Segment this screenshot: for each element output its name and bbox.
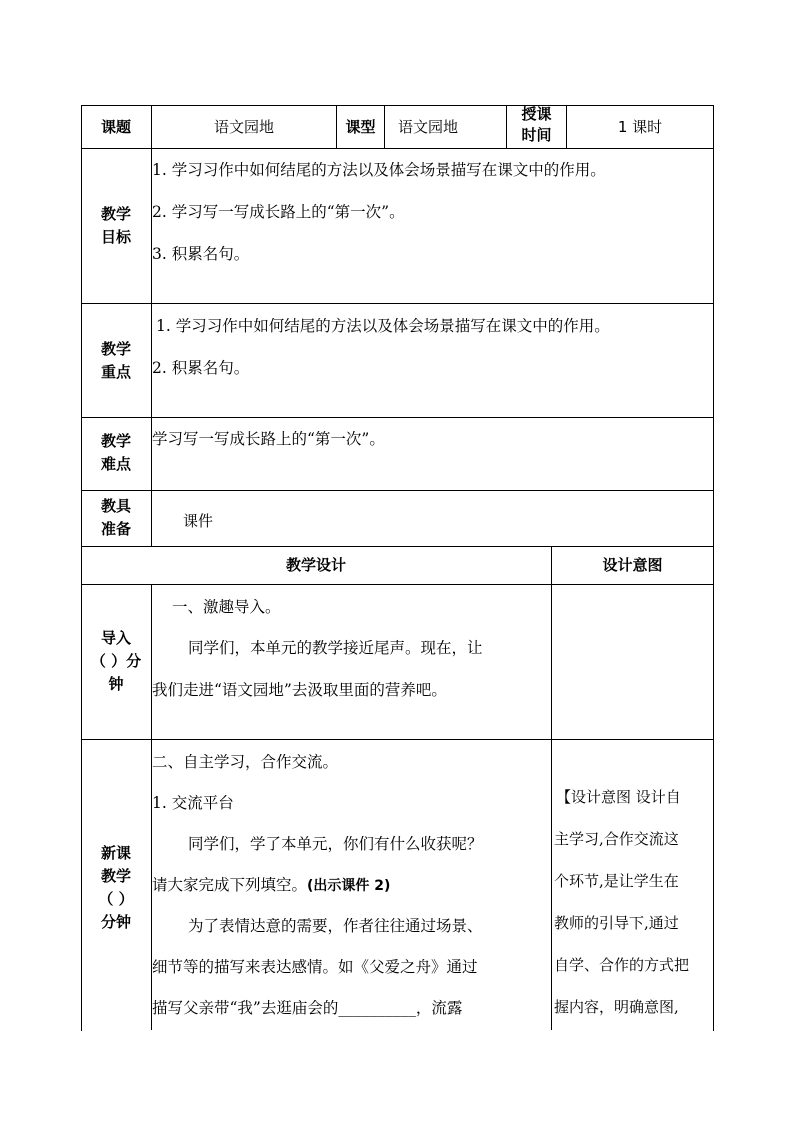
col-divider: [551, 546, 552, 1030]
intent-line: 握内容，明确意图,: [554, 998, 679, 1016]
objective-item-2: 2. 学习写一写成长路上的“第一次”。: [152, 203, 405, 221]
time-value: 1 课时: [617, 118, 663, 136]
new-lesson-line-5: 描写父亲带“我”去逛庙会的__________，流露: [152, 999, 463, 1017]
new-lesson-subheading: 1. 交流平台: [152, 794, 234, 812]
materials-text: 课件: [183, 512, 214, 530]
intent-line: 自学、合作的方式把: [554, 956, 690, 974]
key-points-label: 教学 重点: [100, 340, 131, 381]
key-point-item-2: 2. 积累名句。: [152, 359, 250, 377]
intent-line: 主学习,合作交流这: [554, 830, 679, 848]
row-divider: [81, 584, 713, 585]
intro-label: 导入 （ ）分 钟: [90, 629, 142, 693]
objective-item-1: 1. 学习习作中如何结尾的方法以及体会场景描写在课文中的作用。: [152, 161, 606, 179]
design-header-right: 设计意图: [602, 556, 663, 574]
intro-line-2: 我们走进“语文园地”去汲取里面的营养吧。: [152, 681, 447, 699]
row-divider: [81, 303, 713, 304]
new-lesson-line-2: 请大家完成下列填空。(出示课件 2): [152, 876, 391, 894]
design-header-left: 教学设计: [285, 556, 346, 574]
objective-item-3: 3. 积累名句。: [152, 245, 250, 263]
type-label: 课型: [345, 118, 376, 136]
difficulties-text: 学习写一写成长路上的“第一次”。: [152, 430, 385, 448]
intent-line: 教师的引导下,通过: [554, 914, 679, 932]
difficulties-label: 教学 难点: [100, 432, 131, 473]
row-divider: [81, 417, 713, 418]
topic-label: 课题: [100, 118, 131, 136]
objectives-label: 教学 目标: [100, 205, 131, 246]
topic-value: 语文园地: [213, 118, 274, 136]
row-divider: [81, 739, 713, 740]
new-lesson-line-3: 为了表情达意的需要，作者往往通过场景、: [188, 917, 483, 935]
new-lesson-label: 新课 教学 （ ） 分钟: [98, 844, 134, 931]
courseware-note: (出示课件 2): [307, 878, 391, 894]
new-lesson-line-4: 细节等的描写来表达感情。如《父爱之舟》通过: [152, 958, 478, 976]
col-divider: [384, 105, 385, 149]
intent-line: 个环节,是让学生在: [554, 872, 679, 890]
new-lesson-heading: 二、自主学习，合作交流。: [152, 753, 339, 771]
intro-heading: 一、激趣导入。: [172, 598, 281, 616]
type-value: 语文园地: [398, 118, 459, 136]
row-divider: [81, 148, 713, 149]
materials-label: 教具 准备: [100, 497, 131, 538]
key-point-item-1: 1. 学习习作中如何结尾的方法以及体会场景描写在课文中的作用。: [156, 317, 610, 335]
intro-line-1: 同学们，本单元的教学接近尾声。现在，让: [188, 639, 483, 657]
new-lesson-line-1: 同学们，学了本单元，你们有什么收获呢？: [188, 835, 483, 853]
intent-line: 【设计意图 设计自: [556, 788, 681, 806]
time-label: 授课 时间: [521, 105, 552, 144]
row-divider: [81, 546, 713, 547]
row-divider: [81, 490, 713, 491]
